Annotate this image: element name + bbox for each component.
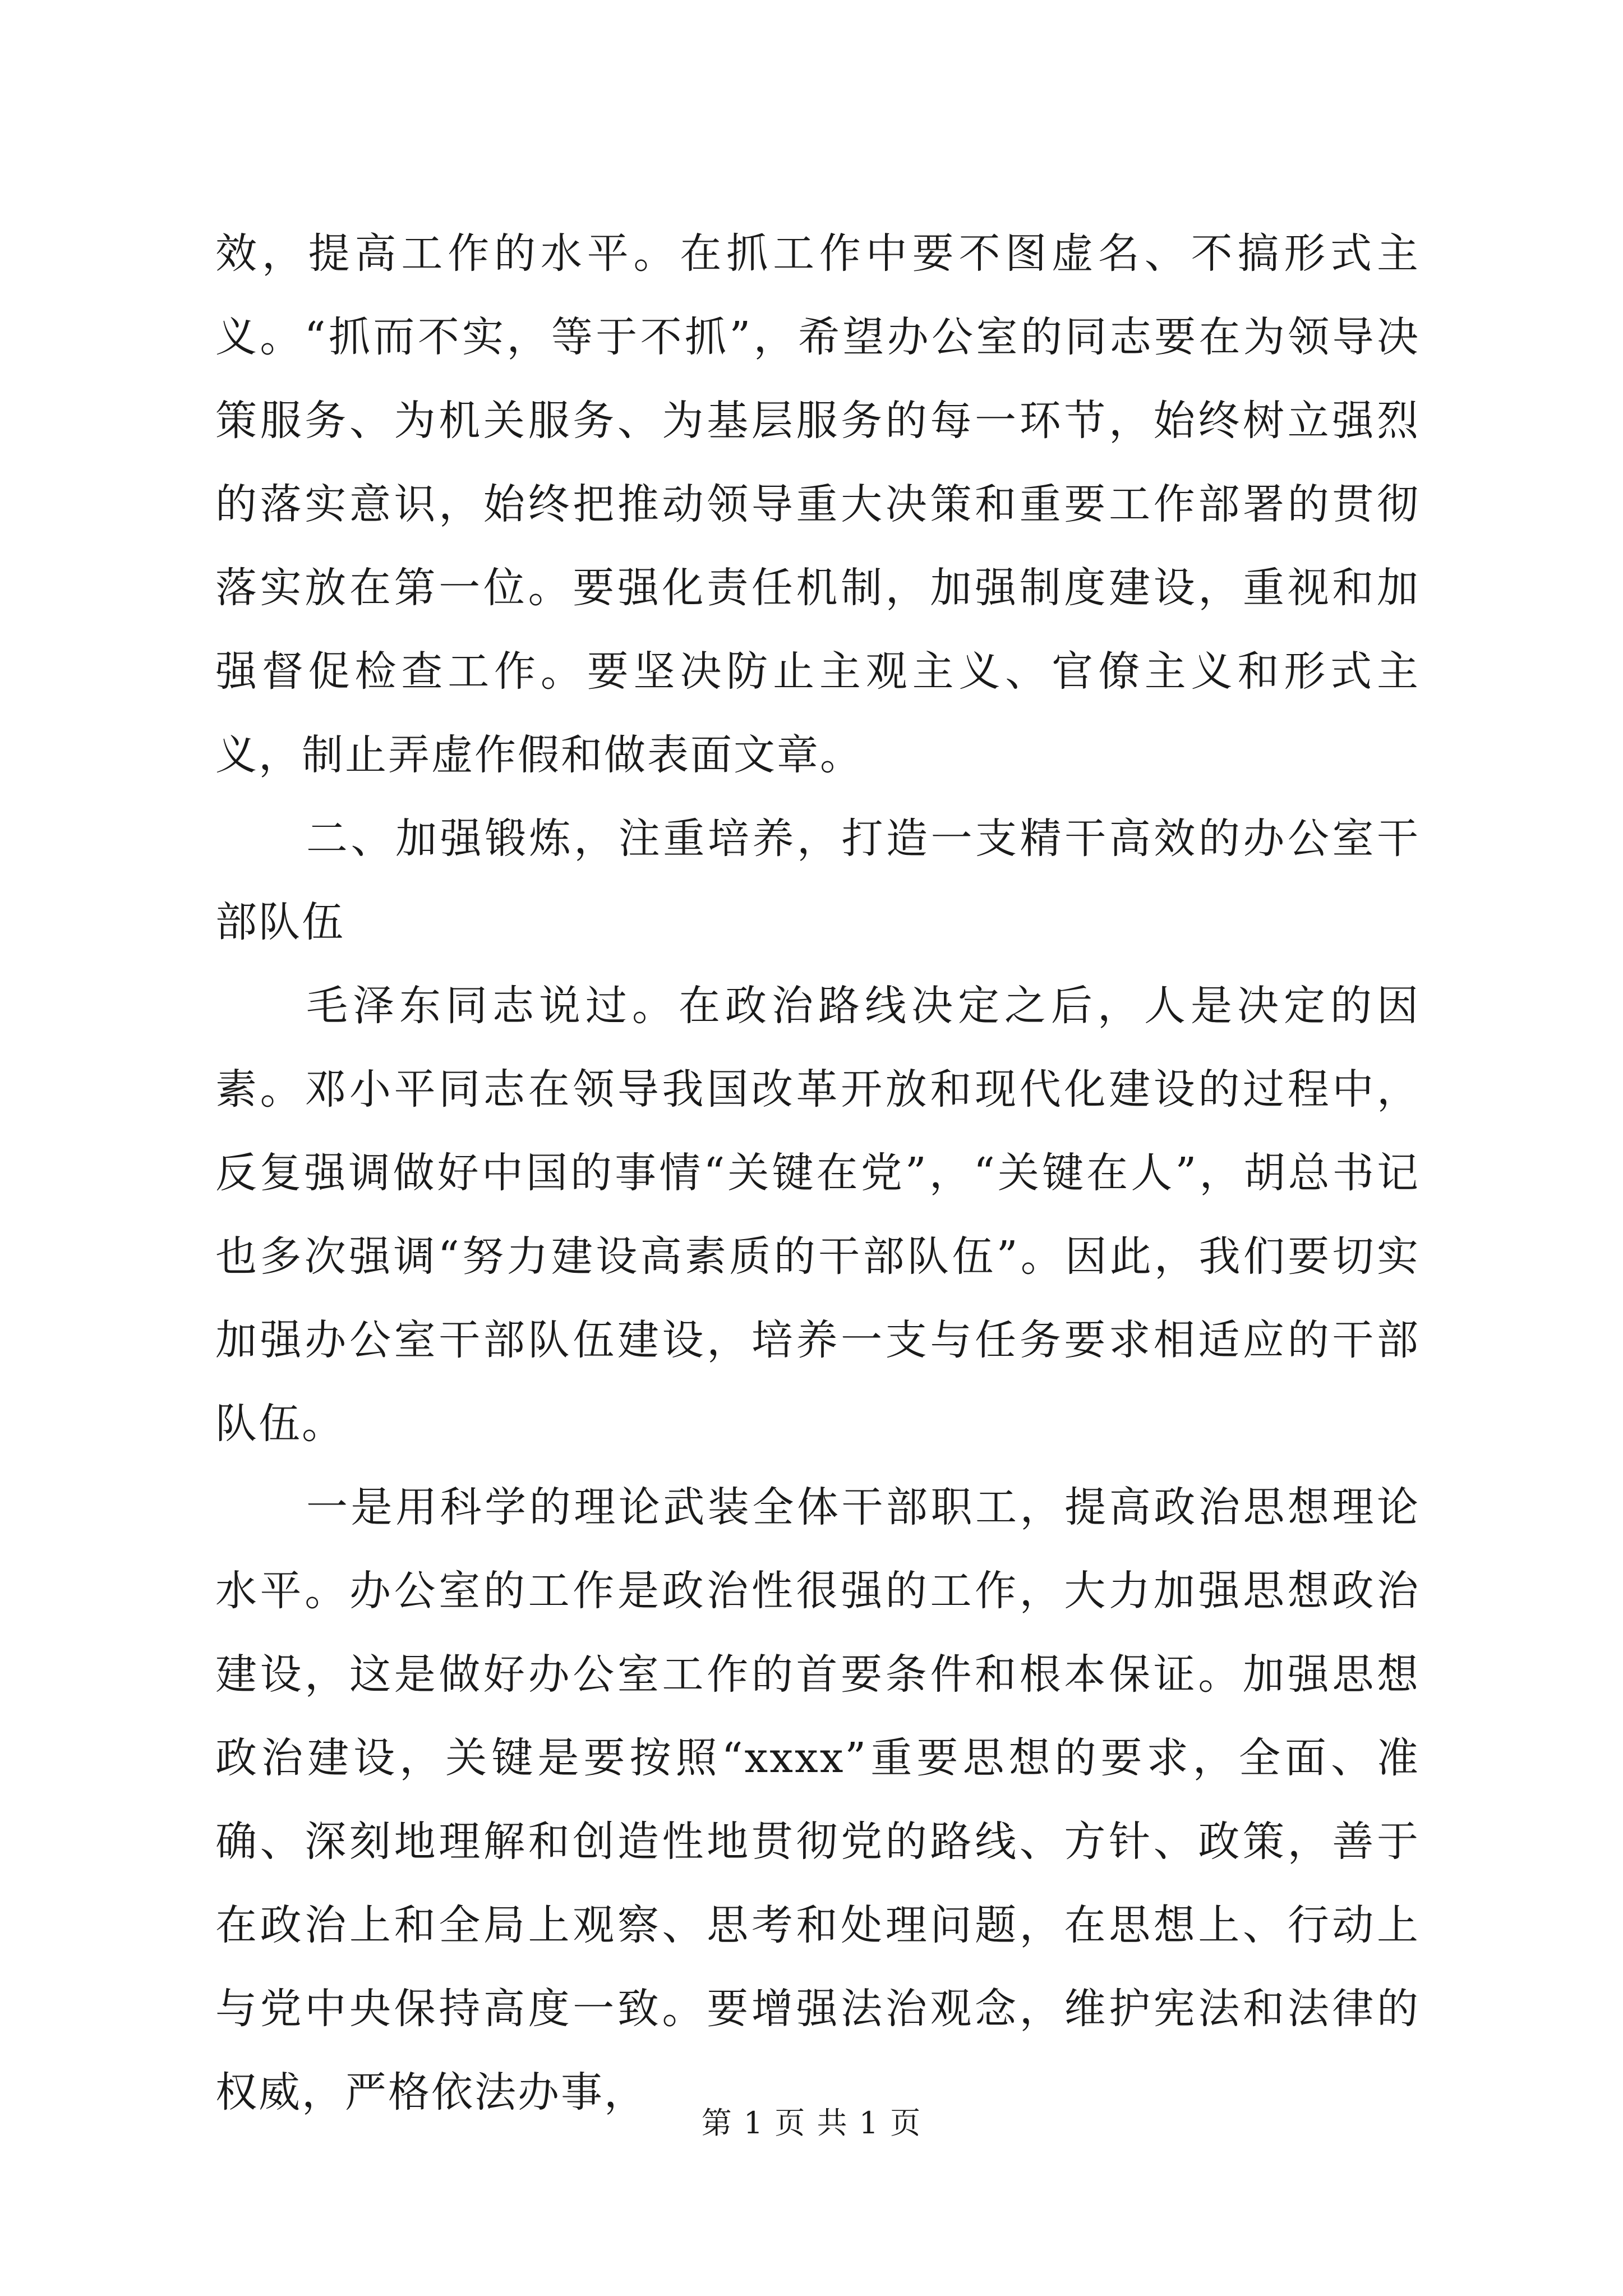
paragraph-mao-quote: 毛泽东同志说过。在政治路线决定之后，人是决定的因素。邓小平同志在领导我国改革开放和现代化建设的过程中，反复强调做好中国的事情“关键在党”，“关键在人”，胡总书记也多次强调“努力建设高素质的干部队伍”。因此，我们要切实加强办公室干部队伍建设，培养一支与任务要求相适应的干部队伍。 xyxy=(215,982,1420,1448)
section-heading: 二、加强锻炼，注重培养，打造一支精干高效的办公室干部队伍 xyxy=(215,815,1420,946)
paragraph-continuation: 效，提高工作的水平。在抓工作中要不图虚名、不搞形式主义。“抓而不实，等于不抓”，希望办公室的同志要在为领导决策服务、为机关服务、为基层服务的每一环节，始终树立强烈的落实意识，始终把推动领导重大决策和重要工作部署的贯彻落实放在第一位。要强化责任机制，加强制度建设，重视和加强督促检查工作。要坚决防止主观主义、官僚主义和形式主义，制止弄虚作假和做表面文章。 xyxy=(215,229,1420,779)
document-body xyxy=(215,212,1420,2134)
paragraph-theory: 一是用科学的理论武装全体干部职工，提高政治思想理论水平。办公室的工作是政治性很强的工作，大力加强思想政治建设，这是做好办公室工作的首要条件和根本保证。加强思想政治建设，关键是要按照“xxxx”重要思想的要求，全面、准确、深刻地理解和创造性地贯彻党的路线、方针、政策，善于在政治上和全局上观察、思考和处理问题，在思想上、行动上与党中央保持高度一致。要增强法治观念，维护宪法和法律的权威，严格依法办事， xyxy=(215,1483,1420,2116)
page-footer: 第 1 页 共 1 页 xyxy=(701,2105,922,2141)
